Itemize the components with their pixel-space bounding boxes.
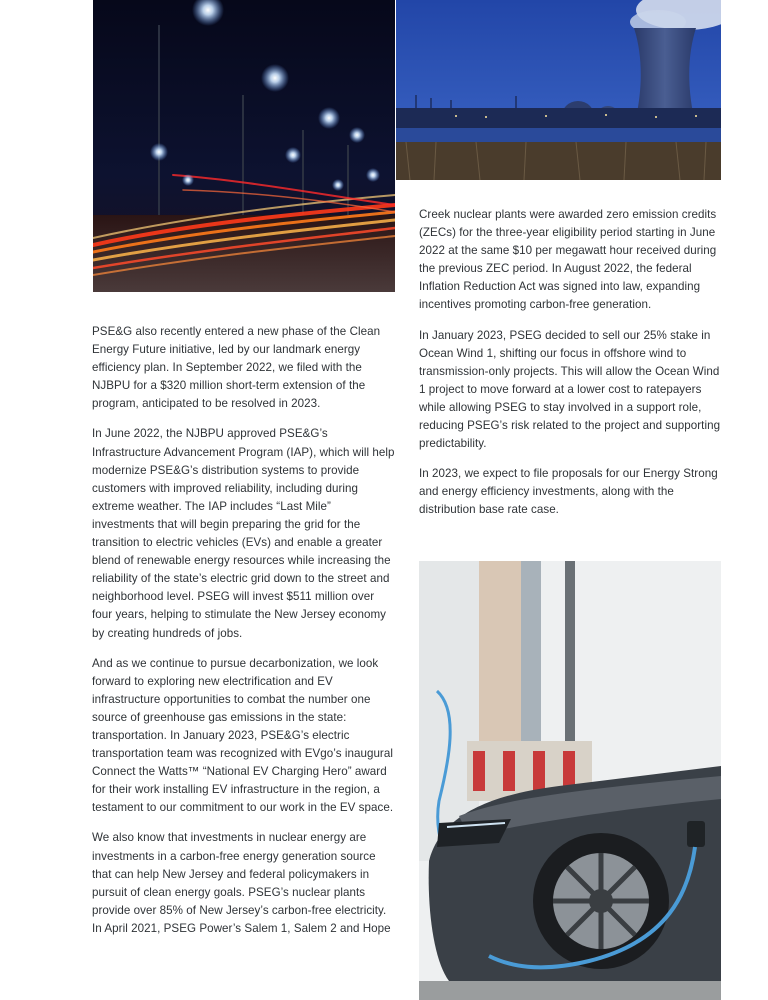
nuclear-plant-photo (396, 0, 721, 180)
ev-charging-photo (419, 561, 721, 1000)
right-text-column (419, 206, 723, 532)
right-paragraph-3: In 2023, we expect to file proposals for our Energy Strong and energy efficiency investments, along with the distribution base rate case. (419, 467, 718, 517)
left-paragraph-2: In June 2022, the NJBPU approved PSE&G’s Infrastructure Advancement Program (IAP), which will help modernize PSE&G’s distribution systems to provide customers with improved reliability, including during extreme weather. The IAP includes “Last Mile” investments that will begin preparing the grid for the transition to electric vehicles (EVs) and enable a greater blend of renewable energy resources while increasing the reliability of the state’s electric grid down to the street and neighborhood level. PSEG will invest $511 million over four years, helping to stimulate the New Jersey economy by creating hundreds of jobs. (92, 427, 395, 640)
right-paragraph-2: In January 2023, PSEG decided to sell our 25% stake in Ocean Wind 1, shifting our focus in offshore wind to transmission-only projects. This will allow the Ocean Wind 1 project to move forward at a lower cost to ratepayers while allowing PSEG to stay involved in a support role, reducing PSEG’s risk related to the project and supporting predictability. (419, 328, 721, 451)
left-paragraph-3: And as we continue to pursue decarbonization, we look forward to exploring new electrification and EV infrastructure opportunities to combat the number one source of greenhouse gas emissions in the state: transportation. In January 2023, PSE&G’s electric transportation team was recognized with EVgo’s inaugural Connect the Watts™ “National EV Charging Hero” award for their work installing EV infrastructure in the region, a testament to our commitment to our work in the EV space. (92, 656, 394, 815)
right-paragraph-1: Creek nuclear plants were awarded zero emission credits (ZECs) for the three-year eligibility period starting in June 2022 at the same $10 per megawatt hour received during the previous ZEC period. In August 2022, the federal Inflation Reduction Act was signed into law, expanding incentives promoting carbon-free generation. (419, 208, 717, 312)
left-text-column (92, 323, 396, 950)
left-paragraph-1: PSE&G also recently entered a new phase of the Clean Energy Future initiative, led by our landmark energy efficiency plan. In September 2022, we filed with the NJBPU for a $320 million short-term extension of the program, anticipated to be resolved in 2023. (92, 325, 381, 411)
city-lights-photo (93, 0, 395, 292)
left-paragraph-4: We also know that investments in nuclear energy are investments in a carbon-free energy generation source that can help New Jersey and federal policymakers in pursuit of clean energy goals. PSEG’s nuclear plants provide over 85% of New Jersey’s carbon-free electricity. In April 2021, PSEG Power’s Salem 1, Salem 2 and Hope (92, 831, 391, 935)
